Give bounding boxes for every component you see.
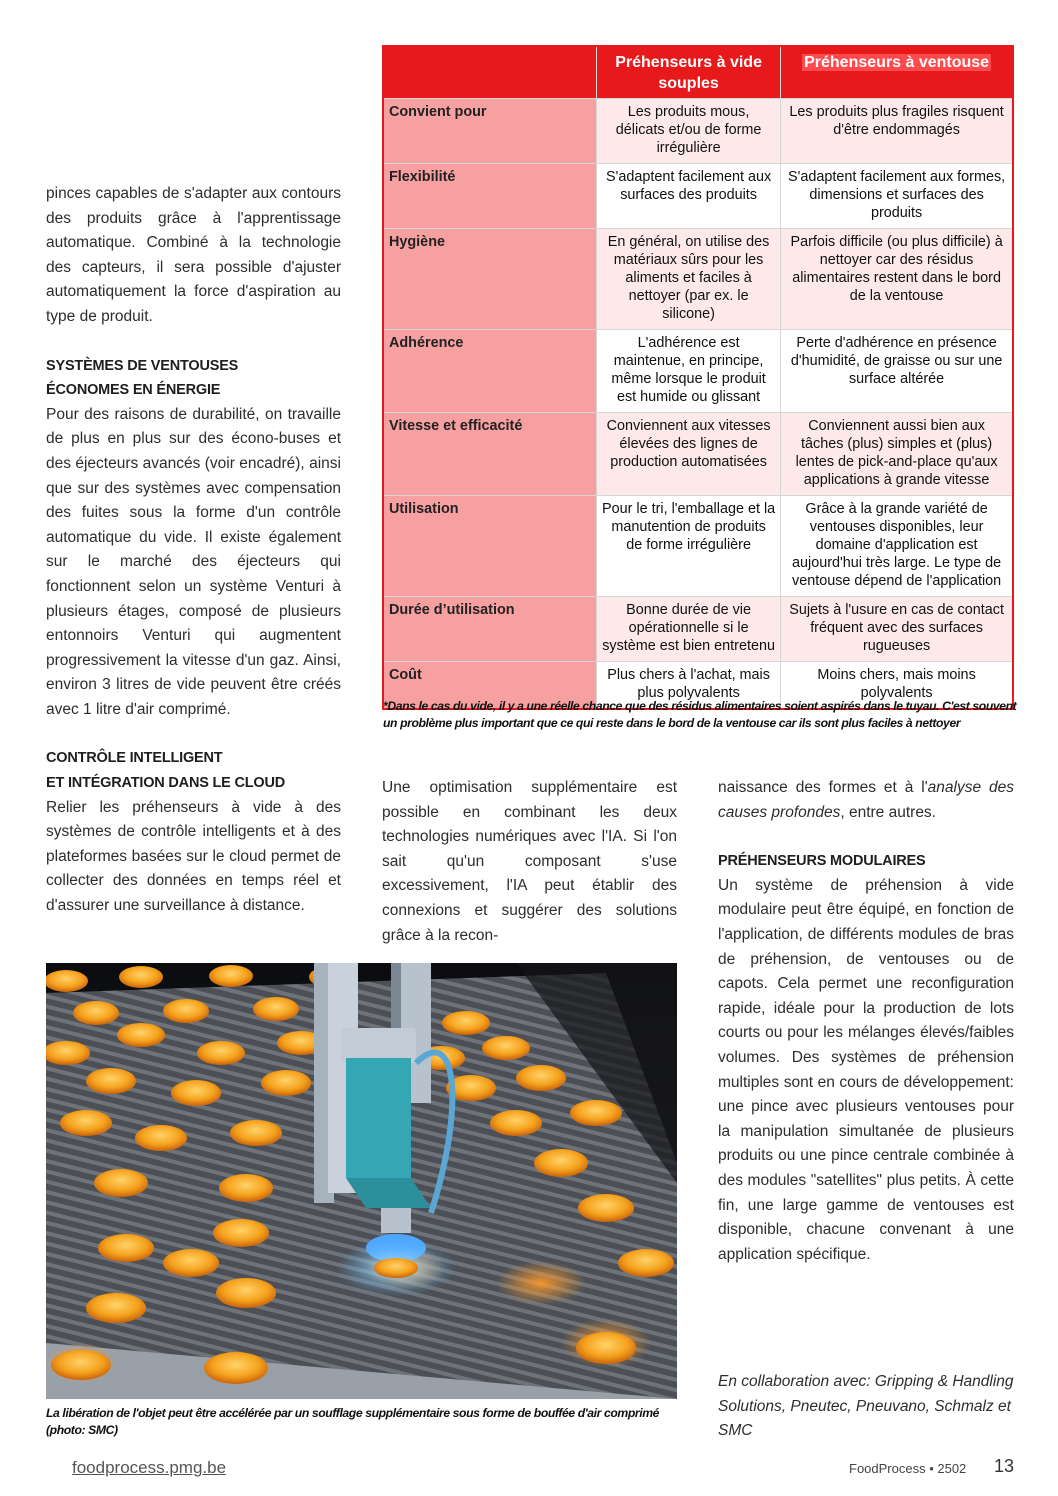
table-row [383,229,1013,330]
cell-suction-cups: Les produits plus fragiles risquent d'être endommagés [781,99,1013,164]
comparison-table [382,45,1014,710]
table-row [383,597,1013,662]
ai-paragraph: Une optimisation supplémentaire est possible en combinant les deux technologies numériques avec l'IA. Si l'on sait qu'un composant s'use excessivement, l'IA peut établir des connexions et suggérer des solutions grâce à la recon- [382,779,677,944]
cell-suction-cups: S'adaptent facilement aux formes, dimensions et surfaces des produits [781,164,1013,229]
row-label: Utilisation [383,496,597,597]
table-row [383,99,1013,164]
collaboration-credit: En collaboration avec: Gripping & Handling Solutions, Pneutec, Pneuvano, Schmalz et SMC [718,1373,1014,1440]
column-right [718,776,1014,1267]
table-corner-cell [383,46,597,99]
row-label: Flexibilité [383,164,597,229]
row-label: Adhérence [383,330,597,413]
cell-suction-cups: Sujets à l'usure en cas de contact fréquent avec des surfaces rugueuses [781,597,1013,662]
table-header-row [383,46,1013,99]
cloud-paragraph: Relier les préhenseurs à vide à des systèmes de contrôle intelligents et à des plateformes basées sur le cloud permet de collecter des données en temps réel et d'assurer une surveillance à distance. [46,798,341,915]
cell-soft-grippers: S'adaptent facilement aux surfaces des produits [597,164,781,229]
page-number: 13 [994,1456,1015,1476]
figure-caption: La libération de l'objet peut être accélérée par un soufflage supplémentaire sous forme de bouffée d'air comprimé (photo: SMC) [46,1406,660,1437]
column-header-soft-grippers: Préhenseurs à vide souples [597,46,781,99]
row-label: Durée d’utilisation [383,597,597,662]
cell-suction-cups: Moins chers, mais moins polyvalents [781,662,1013,710]
section-heading-modular: PRÉHENSEURS MODULAIRES [718,853,926,870]
table-row [383,164,1013,229]
modular-paragraph: Un système de préhension à vide modulaire peut être équipé, en fonction de l'application, de différents modules de bras de préhension, de ventouses ou de capots. Cela permet une reconfiguration rapide, idéale pour la production de lots courts ou pour les mélanges élevés/faibles volumes. Des systèmes de préhension multiples sont en cours de développement: une pince avec plusieurs ventouses pour la manipulation simultanée de plusieurs produits ou une pince centrale combinée à des modules "satellites" plus petits. À cette fin, une large gamme de ventouses est disponible, chacune convenant à une application spécifique. [718,876,1014,1263]
cell-suction-cups: Parfois difficile (ou plus difficile) à nettoyer car des résidus alimentaires restent dans le bord de la ventouse [781,229,1013,330]
energy-paragraph: Pour des raisons de durabilité, on travaille de plus en plus sur des écono-buses et des éjecteurs avancés (voir encadré), ainsi que sur des systèmes avec compensation des fuites sous la forme d'un contrôle automatique du vide. Il existe également sur le marché des éjecteurs qui fonctionnent selon un système Venturi à plusieurs étages, composé de plusieurs entonnoirs Venturi qui augmentent progressivement la vitesse d'un gaz. Ainsi, environ 3 litres de vide peuvent être créés avec 1 litre d'air comprimé. [46,405,341,718]
section-heading-energy: SYSTÈMES DE VENTOUSES ÉCONOMES EN ÉNERGIE [46,357,239,399]
row-label: Coût [383,662,597,710]
cell-suction-cups: Conviennent aussi bien aux tâches (plus) simples et (plus) lentes de pick-and-place qu'aux applications à grande vitesse [781,413,1013,496]
cell-soft-grippers: Pour le tri, l'emballage et la manutention de produits de forme irrégulière [597,496,781,597]
cell-suction-cups: Perte d'adhérence en présence d'humidité, de graisse ou sur une surface altérée [781,330,1013,413]
cell-soft-grippers: Plus chers à l'achat, mais plus polyvalents [597,662,781,710]
section-heading-cloud: CONTRÔLE INTELLIGENT ET INTÉGRATION DANS LE CLOUD [46,750,286,792]
continuation-paragraph: naissance des formes et à l'analyse des causes profondes, entre autres. [718,779,1014,821]
cell-soft-grippers: Conviennent aux vitesses élevées des lignes de production automatisées [597,413,781,496]
cell-suction-cups: Grâce à la grande variété de ventouses disponibles, leur domaine d'application est aujourd'hui très large. Le type de ventouse dépend de l'application [781,496,1013,597]
cell-soft-grippers: Bonne durée de vie opérationnelle si le système est bien entretenu [597,597,781,662]
footer-magazine-issue: FoodProcess • 2502 [849,1461,967,1476]
footer-website-link[interactable]: foodprocess.pmg.be [72,1458,227,1477]
cell-soft-grippers: Les produits mous, délicats et/ou de forme irrégulière [597,99,781,164]
intro-paragraph: pinces capables de s'adapter aux contours des produits grâce à l'apprentissage automatique. Combiné à la technologie des capteurs, il sera possible d'ajuster automatiquement la force d'aspiration au type de produit. [46,185,341,325]
conveyor-gripper-photo [46,963,677,1399]
column-header-suction-cups: Préhenseurs à ventouse [781,46,1013,99]
cell-soft-grippers: En général, on utilise des matériaux sûrs pour les aliments et faciles à nettoyer (par ex. le silicone) [597,229,781,330]
row-label: Vitesse et efficacité [383,413,597,496]
cell-soft-grippers: L'adhérence est maintenue, en principe, même lorsque le produit est humide ou glissant [597,330,781,413]
table-footnote: *Dans le cas du vide, il y a une réelle chance que des résidus alimentaires soient aspirés dans le tuyau. C'est souvent un problème plus important que ce qui reste dans le bord de la ventouse car ils sont plus faciles à nettoyer [383,699,1017,730]
table-row [383,496,1013,597]
table-row [383,413,1013,496]
row-label: Hygiène [383,229,597,330]
row-label: Convient pour [383,99,597,164]
column-middle [382,776,677,948]
column-left [46,182,341,919]
table-row [383,330,1013,413]
